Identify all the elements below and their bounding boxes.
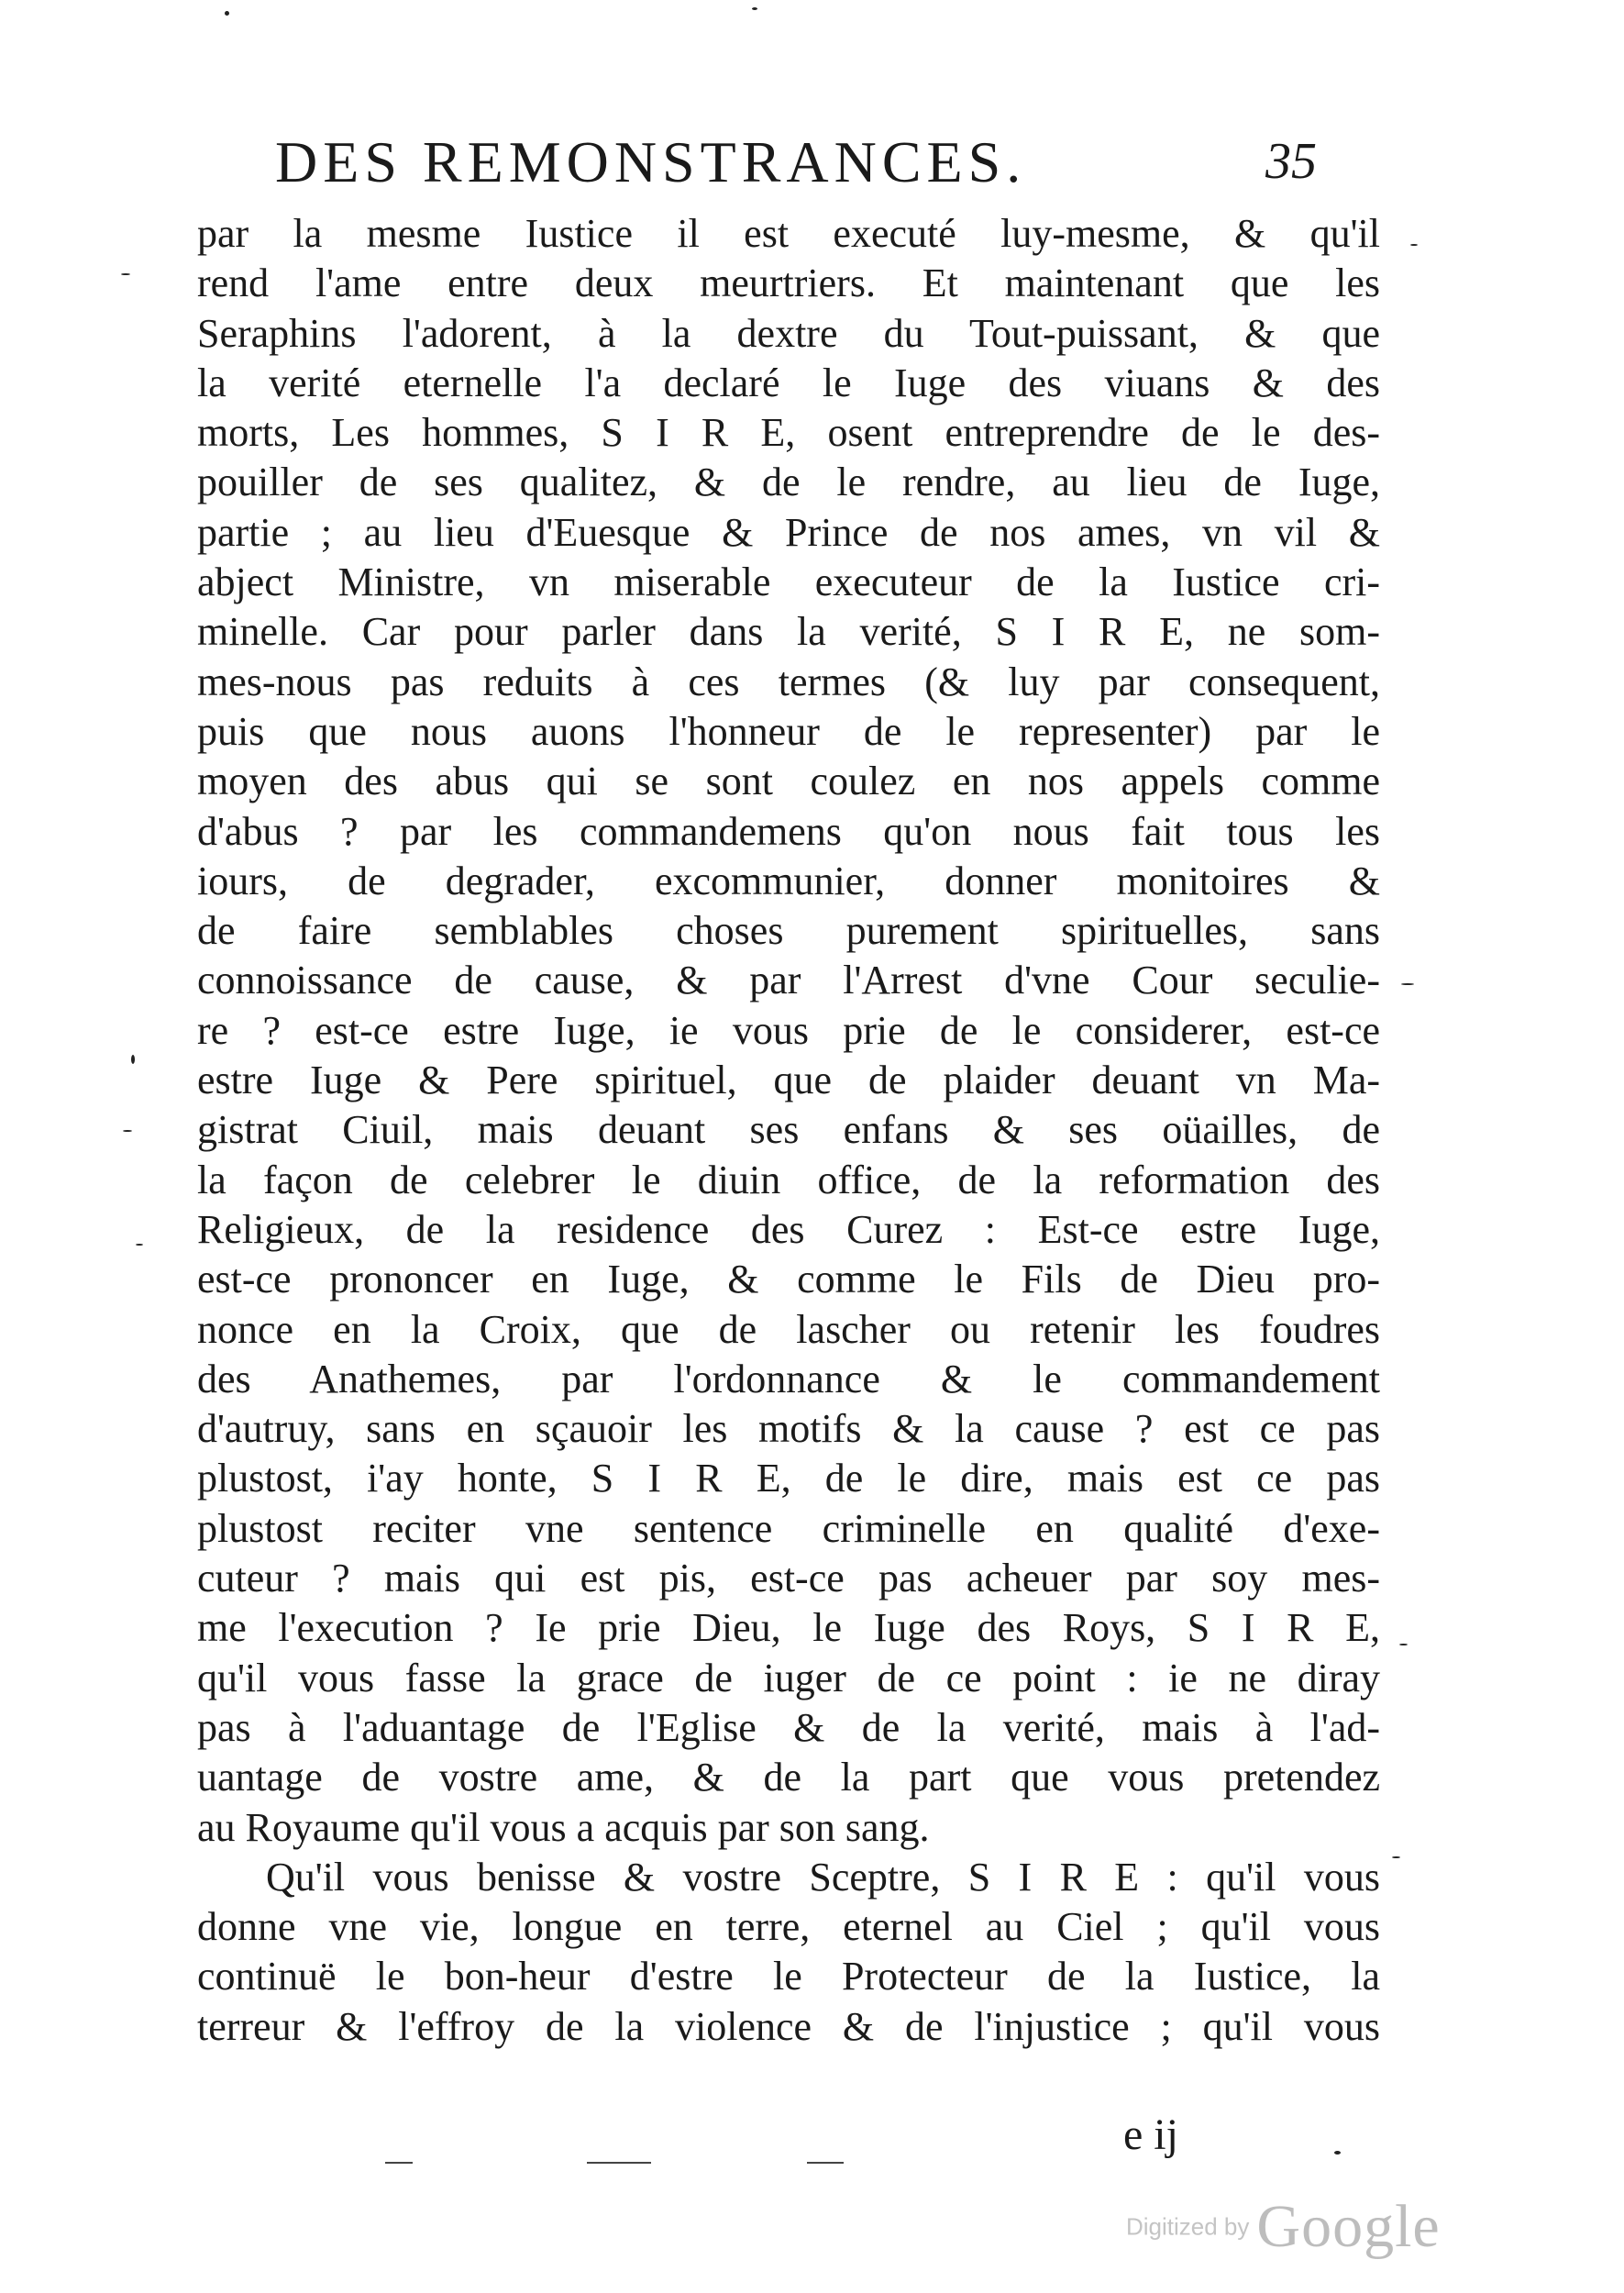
text-line: me l'execution ? Ie prie Dieu, le Iuge des Roys, S I R E, [197,1605,1380,1651]
running-title: DES REMONSTRANCES. [275,129,1027,194]
text-line: pouiller de ses qualitez, & de le rendre, au lieu de Iuge, [197,460,1380,505]
text-line: cuteur ? mais qui est pis, est-ce pas acheuer par soy mes- [197,1556,1380,1601]
scan-speck [752,7,757,10]
text-line: mes-nous pas reduits à ces termes (& luy par consequent, [197,659,1380,704]
text-line: estre Iuge & Pere spirituel, que de plaider deuant vn Ma- [197,1058,1380,1103]
text-line: Religieux, de la residence des Curez : Est-ce estre Iuge, [197,1206,1380,1252]
scan-speck [225,11,229,16]
digitized-by-label: Digitized by [1126,2212,1250,2241]
page-header [275,128,1375,220]
text-line: de faire semblables choses purement spirituelles, sans [197,908,1380,954]
text-line: la verité eternelle l'a declaré le Iuge des viuans & des [197,360,1380,405]
text-line: est-ce prononcer en Iuge, & comme le Fils de Dieu pro- [197,1257,1380,1302]
text-line: nonce en la Croix, que de lascher ou retenir les foudres [197,1306,1380,1352]
scan-speck [123,1130,132,1132]
scan-speck [131,1055,135,1064]
text-line: plustost, i'ay honte, S I R E, de le dire, mais est ce pas [197,1456,1380,1501]
text-line: Seraphins l'adorent, à la dextre du Tout-puissant, & que [197,310,1380,356]
text-line: uantage de vostre ame, & de la part que vous pretendez [197,1755,1380,1800]
scan-speck [136,1244,143,1246]
scan-speck [121,273,130,275]
google-logo: Google [1256,2193,1441,2260]
body-text [197,209,1380,2052]
text-line: morts, Les hommes, S I R E, osent entreprendre de le des- [197,410,1380,456]
paragraph-end-line: au Royaume qu'il vous a acquis par son sang. [197,1804,930,1850]
paragraph-start-line: Qu'il vous benisse & vostre Sceptre, S I R E : qu'il vous [266,1854,1380,1900]
text-line: plustost reciter vne sentence criminelle en qualité d'exe- [197,1505,1380,1551]
scan-speck [1410,244,1418,246]
text-line: puis que nous auons l'honneur de le representer) par le [197,708,1380,754]
text-line: d'autruy, sans en sçauoir les motifs & la cause ? est ce pas [197,1406,1380,1452]
text-line: pas à l'aduantage de l'Eglise & de la verité, mais à l'ad- [197,1704,1380,1750]
text-line: minelle. Car pour parler dans la verité, S I R E, ne som- [197,609,1380,655]
text-line: qu'il vous fasse la grace de iuger de ce point : ie ne diray [197,1655,1380,1700]
text-line: abject Ministre, vn miserable executeur de la Iustice cri- [197,559,1380,605]
text-line: connoissance de cause, & par l'Arrest d'vne Cour seculie- [197,958,1380,1003]
scan-speck [1399,1644,1408,1645]
text-line: d'abus ? par les commandemens qu'on nous fait tous les [197,808,1380,854]
scan-rule-mark [587,2162,651,2164]
text-line: par la mesme Iustice il est executé luy-mesme, & qu'il [197,211,1380,256]
text-line: moyen des abus qui se sont coulez en nos appels comme [197,759,1380,804]
scan-speck [1334,2151,1341,2155]
text-line: donne vne vie, longue en terre, eternel au Ciel ; qu'il vous [197,1904,1380,1950]
text-line: gistrat Ciuil, mais deuant ses enfans & ses oüailles, de [197,1107,1380,1153]
text-line: iours, de degrader, excommunier, donner monitoires & [197,858,1380,903]
text-line: rend l'ame entre deux meurtriers. Et maintenant que les [197,260,1380,306]
digitized-watermark [1126,2192,1441,2262]
signature-mark: e ij [1123,2110,1178,2159]
scan-rule-mark [807,2162,844,2164]
scan-speck [1401,983,1414,985]
text-line: partie ; au lieu d'Euesque & Prince de nos ames, vn vil & [197,509,1380,555]
text-line: terreur & l'effroy de la violence & de l'injustice ; qu'il vous [197,2003,1380,2049]
scan-speck [1392,1856,1400,1858]
scan-rule-mark [385,2162,413,2164]
text-line: la façon de celebrer le diuin office, de la reformation des [197,1157,1380,1202]
text-line: des Anathemes, par l'ordonnance & le commandement [197,1356,1380,1401]
page-number: 35 [1265,133,1317,190]
text-line: re ? est-ce estre Iuge, ie vous prie de le considerer, est-ce [197,1007,1380,1053]
text-line: continuë le bon-heur d'estre le Protecteur de la Iustice, la [197,1954,1380,1999]
